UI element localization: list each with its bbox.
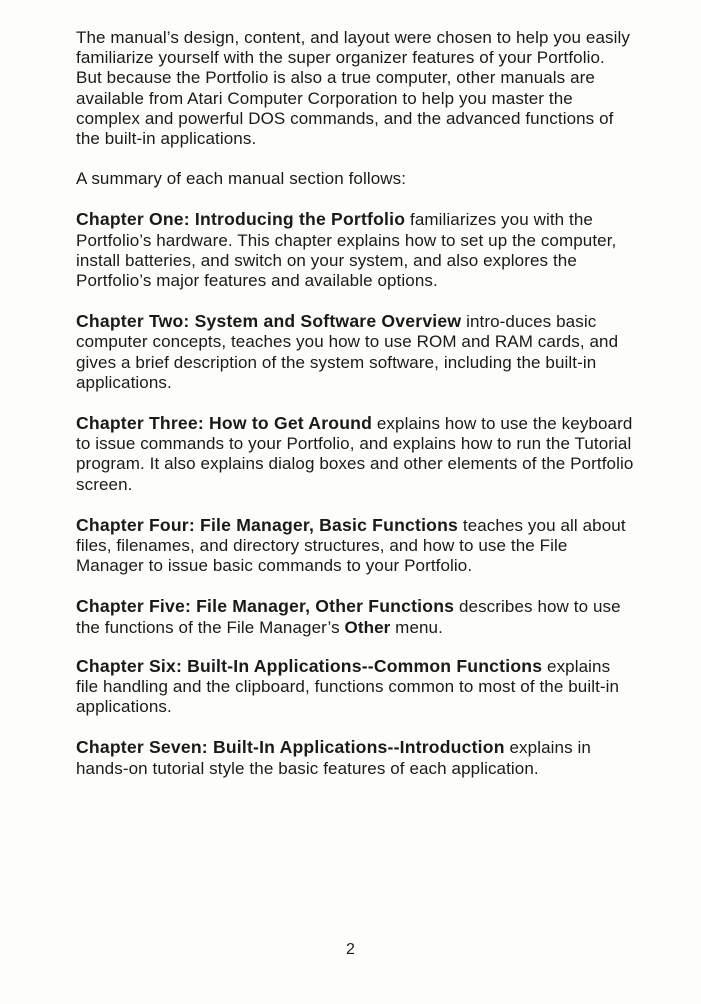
chapter-seven-description [76,737,634,778]
chapter-five-tail: menu. [390,617,443,637]
chapter-four-text: teaches you all about files, filenames, and directory structures, and how to use the File Manager to issue basic commands to your Portfolio. [76,515,626,576]
intro-paragraph: The manual’s design, content, and layout were chosen to help you easily familiarize yourself with the super organizer features of your Portfolio. But because the Portfolio is also a true computer, other manuals are available from Atari Computer Corporation to help you master the complex and powerful DOS commands, and the advanced functions of the built-in applications. [76,28,630,149]
chapter-two-description [76,311,634,393]
manual-page [76,28,634,799]
chapter-one-description [76,209,634,291]
chapter-three-title: Chapter Three: How to Get Around [76,413,373,434]
chapter-two-title: Chapter Two: System and Software Overview [76,311,462,332]
chapter-seven-title: Chapter Seven: Built-In Applications--Introduction [76,737,505,758]
chapter-three-text: explains how to use the keyboard to issue commands to your Portfolio, and explains how to run the Tutorial program. It also explains dialog boxes and other elements of the Portfolio screen. [76,414,634,494]
chapter-three-description [76,413,634,495]
chapter-five-title: Chapter Five: File Manager, Other Functions [76,596,455,617]
chapter-two-text: intro-duces basic computer concepts, teaches you how to use ROM and RAM cards, and gives a brief description of the system software, including the built-in applications. [76,312,619,392]
chapter-one-title: Chapter One: Introducing the Portfolio [76,209,406,230]
other-menu-name: Other [344,617,391,637]
chapter-six-description [76,656,634,718]
chapter-six-text: explains file handling and the clipboard, functions common to most of the built-in applications. [76,656,620,717]
chapter-seven-text: explains in hands-on tutorial style the basic features of each application. [76,738,591,778]
chapter-one-text: familiarizes you with the Portfolio’s hardware. This chapter explains how to set up the computer, install batteries, and switch on your system, and also explores the Portfolio’s major features and available options. [76,210,617,291]
chapter-five-description [76,596,634,637]
chapter-six-title: Chapter Six: Built-In Applications--Common Functions [76,655,543,676]
chapter-four-title: Chapter Four: File Manager, Basic Functions [76,514,459,535]
chapter-five-text: describes how to use the functions of the File Manager’s [76,597,621,637]
chapter-four-description [76,515,634,577]
summary-line: A summary of each manual section follows: [76,169,407,189]
page-number: 2 [346,941,355,958]
